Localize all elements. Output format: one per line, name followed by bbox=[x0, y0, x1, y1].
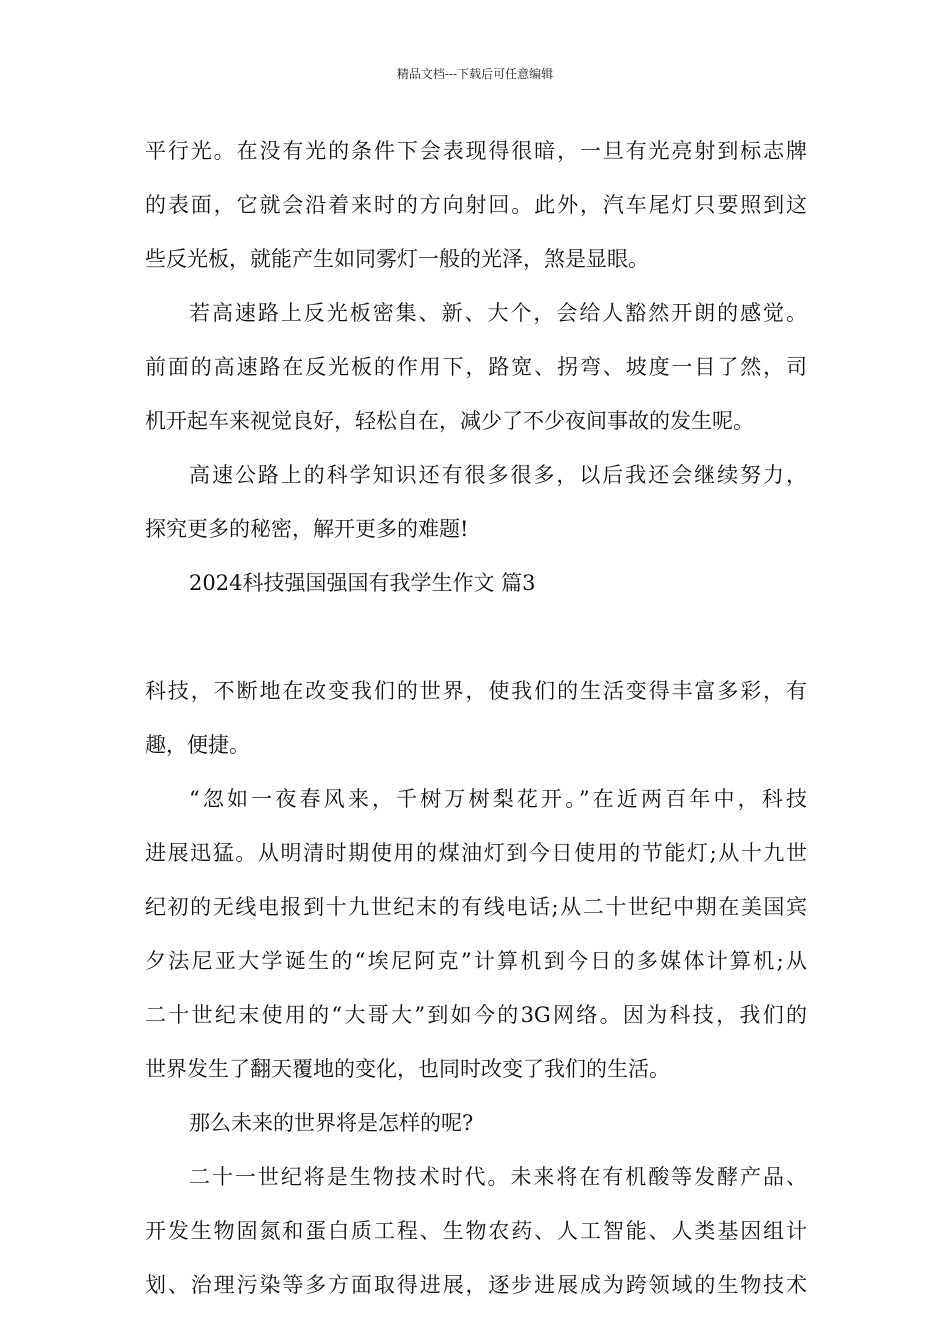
text-line: 划、治理污染等多方面取得进展，逐步进展成为跨领域的生物技术 bbox=[145, 1273, 807, 1297]
paragraph-first-line: 二十一世纪将是生物技术时代。未来将在有机酸等发酵产品、 bbox=[189, 1165, 807, 1189]
paragraph-first-line: 高速公路上的科学知识还有很多很多，以后我还会继续努力， bbox=[189, 463, 807, 487]
text-line: 些反光板，就能产生如同雾灯一般的光泽，煞是显眼。 bbox=[145, 247, 649, 271]
paragraph-first-line: 若高速路上反光板密集、新、大个，会给人豁然开朗的感觉。 bbox=[189, 301, 807, 325]
text-line: 开发生物固氮和蛋白质工程、生物农药、人工智能、人类基因组计 bbox=[145, 1219, 807, 1243]
text-line: 夕法尼亚大学诞生的“埃尼阿克”计算机到今日的多媒体计算机;从 bbox=[145, 949, 807, 973]
paragraph-first-line: 那么未来的世界将是怎样的呢? bbox=[189, 1111, 474, 1135]
text-line: 世界发生了翻天覆地的变化，也同时改变了我们的生活。 bbox=[145, 1057, 670, 1081]
paragraph-first-line: “忽如一夜春风来，千树万树梨花开。”在近两百年中，科技 bbox=[189, 787, 807, 811]
text-line: 前面的高速路在反光板的作用下，路宽、拐弯、坡度一目了然，司 bbox=[145, 355, 807, 379]
text-line: 进展迅猛。从明清时期使用的煤油灯到今日使用的节能灯;从十九世 bbox=[145, 841, 807, 865]
text-line: 趣，便捷。 bbox=[145, 733, 250, 757]
blank-line bbox=[145, 618, 807, 656]
section-heading: 2024科技强国强国有我学生作文 篇3 bbox=[189, 571, 536, 595]
text-line: 机开起车来视觉良好，轻松自在，减少了不少夜间事故的发生呢。 bbox=[145, 409, 754, 433]
document-body bbox=[145, 132, 807, 1320]
text-line: 二十世纪末使用的“大哥大”到如今的3G网络。因为科技，我们的 bbox=[145, 1003, 807, 1027]
page-header: 精品文档---下载后可任意编辑 bbox=[396, 67, 554, 81]
text-line: 平行光。在没有光的条件下会表现得很暗，一旦有光亮射到标志牌 bbox=[145, 139, 807, 163]
text-line: 探究更多的秘密，解开更多的难题! bbox=[145, 517, 469, 541]
text-line: 的表面，它就会沿着来时的方向射回。此外，汽车尾灯只要照到这 bbox=[145, 193, 807, 217]
text-line: 科技，不断地在改变我们的世界，使我们的生活变得丰富多彩，有 bbox=[145, 679, 807, 703]
text-line: 纪初的无线电报到十九世纪末的有线电话;从二十世纪中期在美国宾 bbox=[145, 895, 807, 919]
